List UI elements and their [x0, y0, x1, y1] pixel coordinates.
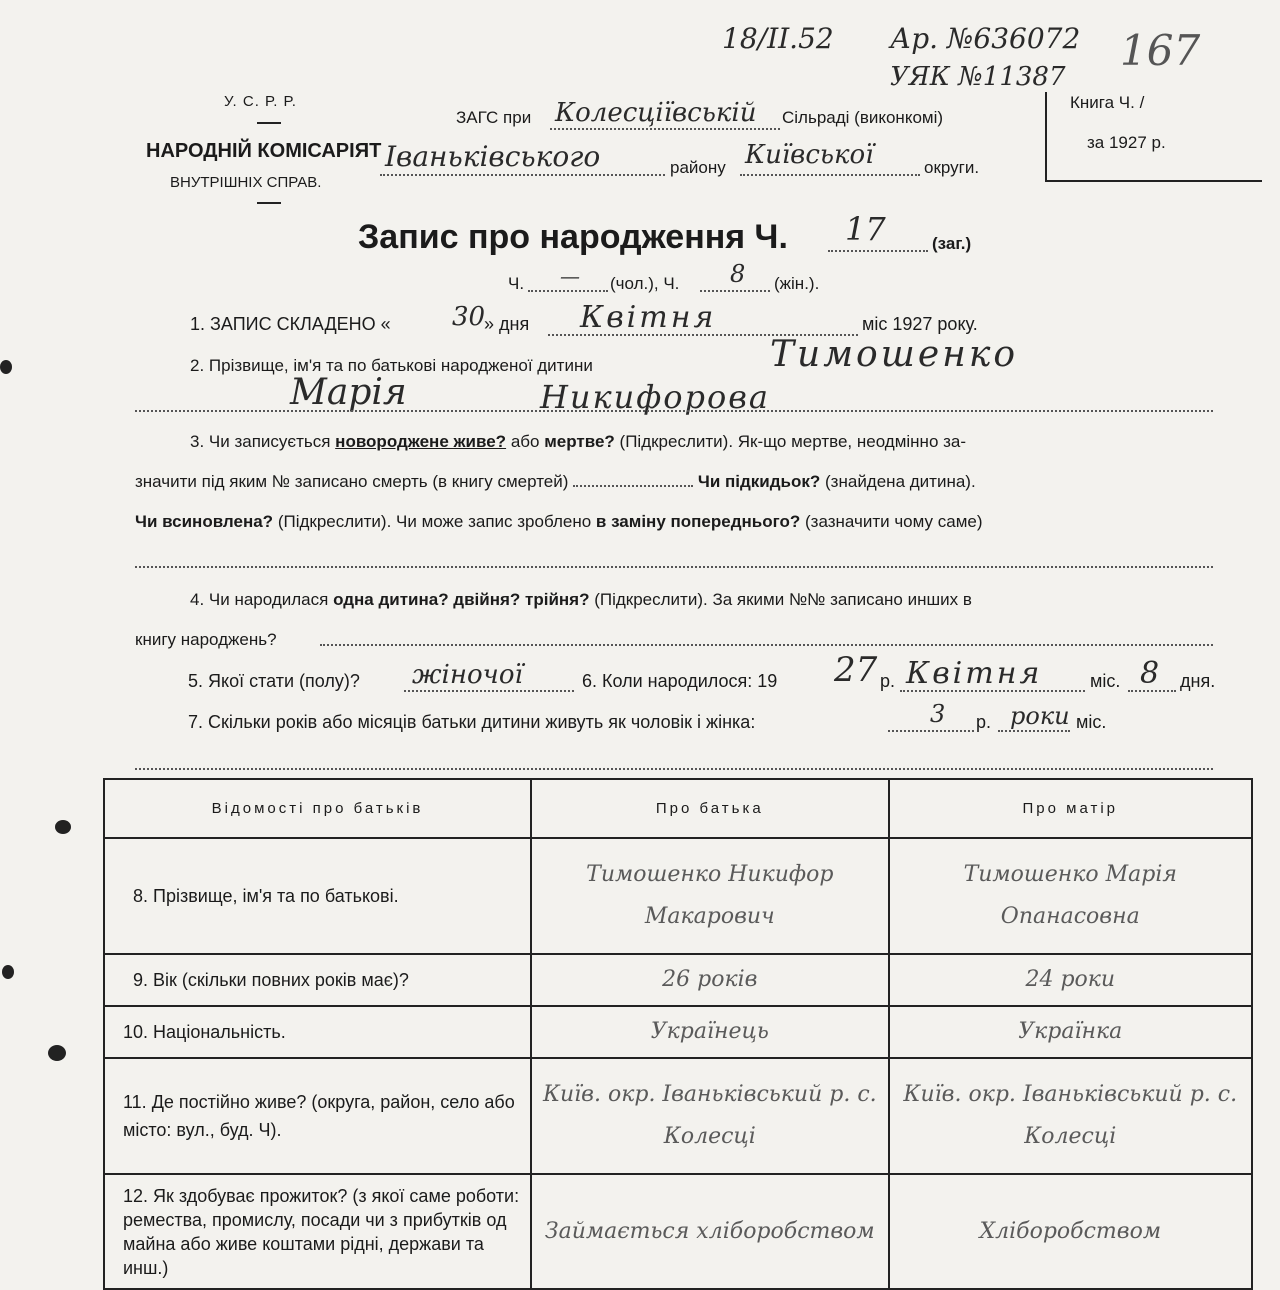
- field-1-end: міс 1927 року.: [862, 314, 978, 334]
- mother-cell: Тимошенко Марія Опанасовна: [889, 838, 1252, 954]
- female-count: 8: [730, 260, 746, 288]
- field-3-line-1: 3. Чи записується новороджене живе? або мертве? (Підкреслити). Як-що мертве, неодмінно за-: [190, 432, 967, 451]
- female-count-label: (чол.), Ч.: [610, 274, 680, 293]
- field-3-line-2: значити під яким № записано смерть (в книгу смертей) Чи підкидьок? (знайдена дитина).: [135, 472, 976, 491]
- archive-code-2: УЯК №11387: [890, 62, 1066, 92]
- male-count: —: [560, 264, 580, 288]
- table-row: [104, 838, 1252, 954]
- birth-month: Квітня: [906, 656, 1043, 691]
- child-name-line: [135, 410, 1213, 412]
- marriage-years: 3: [930, 700, 946, 728]
- table-header-row: [104, 779, 1252, 838]
- okruhy-label: округи.: [924, 158, 980, 177]
- father-cell: Займається хліборобством: [531, 1174, 888, 1289]
- field-7-label: 7. Скільки років або місяців батьки дитини живуть як чоловік і жінка:: [188, 712, 756, 732]
- district-name: Іваньківського: [385, 140, 601, 173]
- okruh-name: Київської: [745, 140, 874, 170]
- field-3-blank: [135, 566, 1213, 568]
- parents-table: [103, 778, 1253, 1290]
- commissariat-subtitle: ВНУТРІШНІХ СПРАВ.: [170, 174, 322, 191]
- row-label: 11. Де постійно живе? (округа, район, село або місто: вул., буд. Ч).: [104, 1058, 531, 1174]
- district-line: [380, 174, 665, 176]
- month-suffix: міс.: [1090, 671, 1121, 691]
- female-count-line: [700, 290, 770, 292]
- record-number: 17: [845, 210, 886, 248]
- birth-day: 8: [1140, 656, 1160, 691]
- birth-year: 27: [834, 650, 878, 690]
- row-label: 9. Вік (скільки повних років має)?: [104, 954, 531, 1006]
- punch-hole-mark: [48, 1045, 66, 1061]
- okruh-line: [740, 174, 920, 176]
- mother-cell: Українка: [889, 1006, 1252, 1058]
- republic-label: У. С. Р. Р.: [224, 93, 297, 110]
- father-cell: 26 років: [531, 954, 888, 1006]
- zag-label: (заг.): [932, 234, 972, 253]
- field-7-blank: [135, 768, 1213, 770]
- field-2-label: 2. Прізвище, ім'я та по батькові народженої дитини: [190, 356, 593, 375]
- marriage-unit-line: [998, 730, 1070, 732]
- year-suffix: р.: [880, 671, 896, 691]
- child-patronymic: Никифорова: [540, 378, 770, 416]
- book-year: за 1927 р.: [1087, 133, 1166, 152]
- field-4-blank: [320, 644, 1213, 646]
- punch-hole-mark: [0, 360, 12, 374]
- months-suffix: міс.: [1076, 712, 1107, 732]
- village-line: [550, 128, 780, 130]
- divider: [257, 202, 281, 204]
- male-count-label: Ч.: [508, 274, 525, 293]
- male-count-line: [528, 290, 608, 292]
- zhin-label: (жін.).: [774, 274, 820, 293]
- marriage-years-line: [888, 730, 974, 732]
- row-label: 8. Прізвище, ім'я та по батькові.: [104, 838, 531, 954]
- field-4-line-1: 4. Чи народилася одна дитина? двійня? трійня? (Підкреслити). За якими №№ записано инших в: [190, 590, 972, 609]
- field-6-label: 6. Коли народилося: 19: [582, 671, 778, 691]
- book-number: Книга Ч. /: [1070, 93, 1145, 112]
- village-name: Колесціївській: [555, 98, 757, 128]
- archive-date: 18/II.52: [722, 22, 834, 55]
- table-row: [104, 1174, 1252, 1289]
- record-title: Запис про народження Ч.: [358, 218, 788, 256]
- row-label: 12. Як здобуває прожиток? (з якої саме роботи: ремества, промислу, посади чи з прибутків од майна або живе коштами рідні, держави та инш.): [104, 1174, 531, 1289]
- column-header: Відомості про батьків: [104, 779, 531, 838]
- punch-hole-mark: [2, 965, 14, 979]
- father-cell: Тимошенко Никифор Макарович: [531, 838, 888, 954]
- archive-code: Ар. №636072: [890, 22, 1081, 55]
- mother-cell: Київ. окр. Іваньківський р. с. Колесці: [889, 1058, 1252, 1174]
- child-name: Марія: [290, 372, 407, 413]
- rayon-label: району: [670, 158, 726, 177]
- father-cell: Київ. окр. Іваньківський р. с. Колесці: [531, 1058, 888, 1174]
- silrada-label: Сільраді (виконкомі): [782, 108, 944, 127]
- record-month: Квітня: [580, 300, 717, 335]
- table-row: [104, 1058, 1252, 1174]
- field-5-label: 5. Якої стати (полу)?: [188, 671, 360, 691]
- field-1-label: 1. ЗАПИС СКЛАДЕНО «: [190, 314, 391, 334]
- mother-cell: 24 роки: [889, 954, 1252, 1006]
- field-1-mid: » дня: [484, 314, 530, 334]
- zags-label: ЗАГС при: [456, 108, 532, 127]
- column-header: Про батька: [531, 779, 888, 838]
- field-4-line-2: книгу народжень?: [135, 630, 277, 649]
- record-day: 30: [452, 302, 486, 332]
- table-row: [104, 954, 1252, 1006]
- record-number-line: [828, 250, 928, 252]
- birth-day-line: [1128, 690, 1176, 692]
- field-3-line-3: Чи всиновлена? (Підкреслити). Чи може запис зроблено в заміну попереднього? (зазначити чому саме): [135, 512, 983, 531]
- birth-month-line: [900, 690, 1085, 692]
- years-suffix: р.: [976, 712, 992, 732]
- child-sex-line: [404, 690, 574, 692]
- mother-cell: Хліборобством: [889, 1174, 1252, 1289]
- child-sex: жіночої: [412, 660, 523, 690]
- page-number: 167: [1120, 26, 1201, 75]
- marriage-unit: роки: [1010, 702, 1070, 730]
- divider: [257, 122, 281, 124]
- punch-hole-mark: [55, 820, 71, 834]
- row-label: 10. Національність.: [104, 1006, 531, 1058]
- column-header: Про матір: [889, 779, 1252, 838]
- father-cell: Українець: [531, 1006, 888, 1058]
- day-suffix: дня.: [1180, 671, 1216, 691]
- child-surname: Тимошенко: [770, 334, 1019, 375]
- table-row: [104, 1006, 1252, 1058]
- commissariat-title: НАРОДНІЙ КОМІСАРІЯТ: [146, 140, 382, 162]
